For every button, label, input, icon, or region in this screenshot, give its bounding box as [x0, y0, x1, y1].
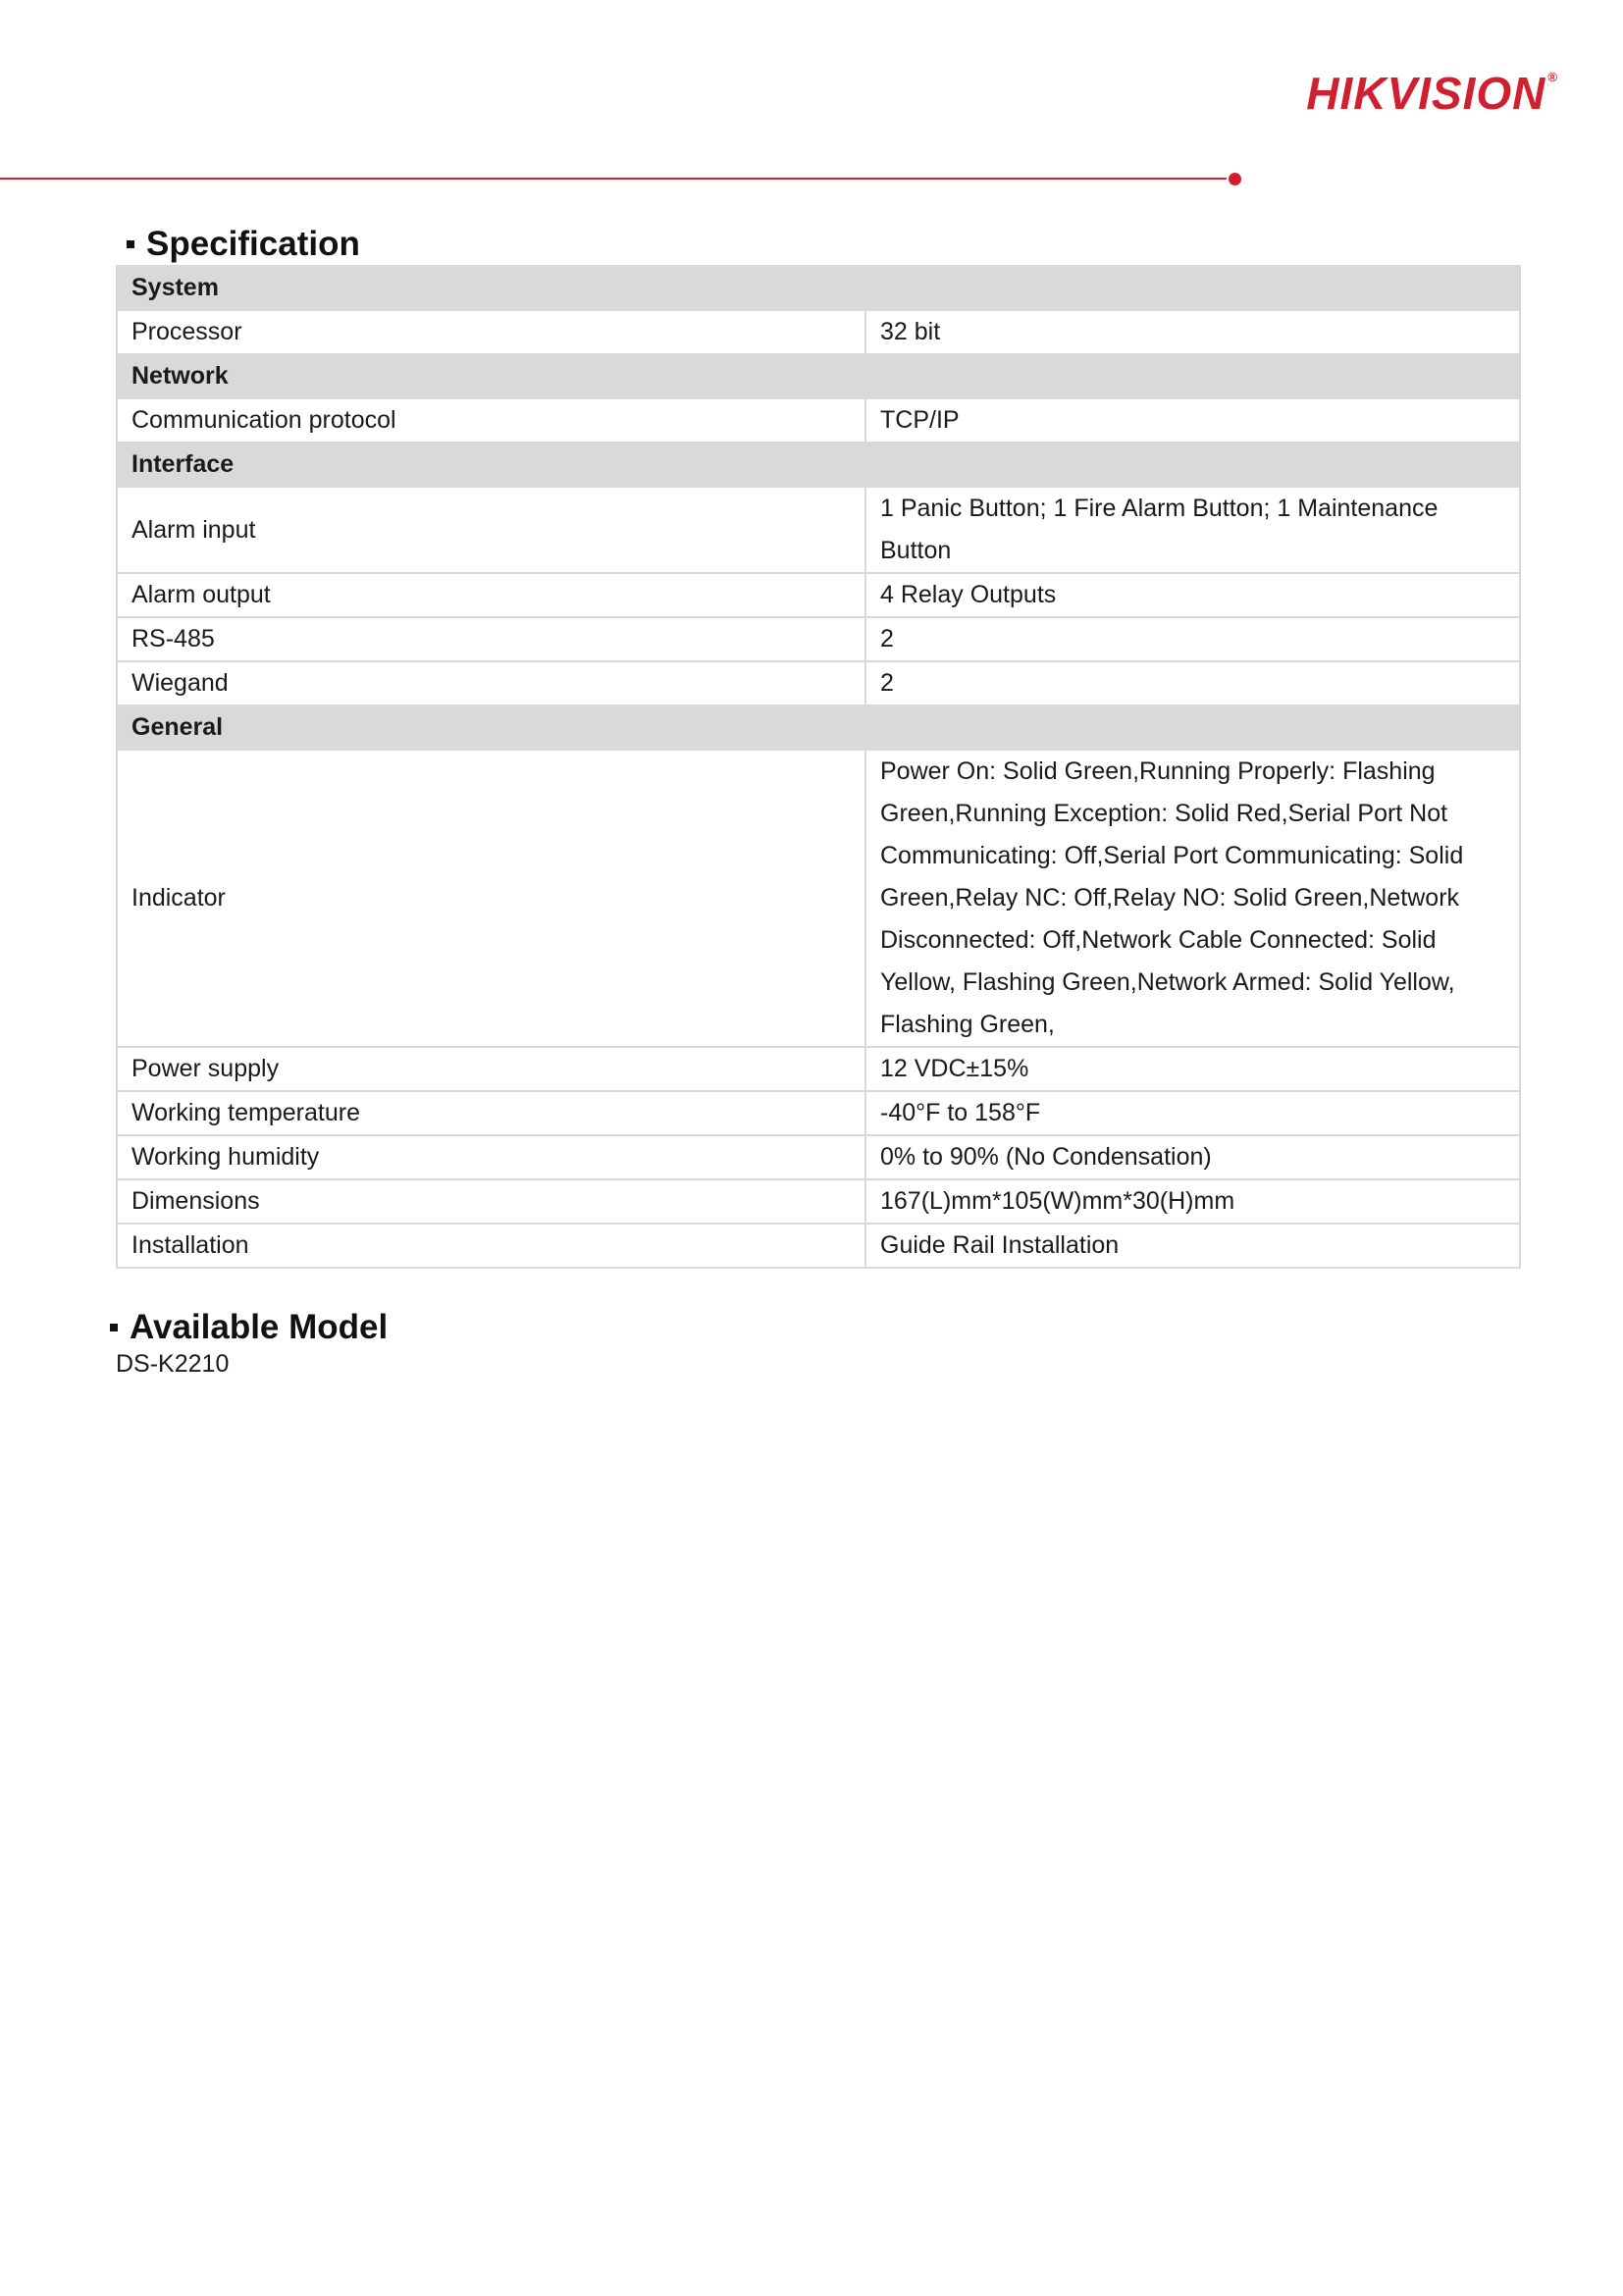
group-label: General: [117, 705, 1520, 750]
available-model-title: Available Model: [130, 1308, 389, 1346]
group-label: System: [117, 266, 1520, 310]
spec-label: Wiegand: [117, 661, 865, 705]
spec-value: 2: [865, 617, 1520, 661]
table-row: [117, 398, 1520, 443]
spec-label: Working humidity: [117, 1135, 865, 1179]
spec-label: Communication protocol: [117, 398, 865, 443]
bullet-square-icon: [110, 1324, 118, 1331]
specification-heading: [127, 227, 360, 261]
bullet-square-icon: [127, 240, 134, 248]
table-row: [117, 1135, 1520, 1179]
table-row: [117, 1091, 1520, 1135]
spec-value: 167(L)mm*105(W)mm*30(H)mm: [865, 1179, 1520, 1224]
spec-value: 32 bit: [865, 310, 1520, 354]
hikvision-logo: [1306, 68, 1558, 119]
group-row-system: [117, 266, 1520, 310]
spec-value: 0% to 90% (No Condensation): [865, 1135, 1520, 1179]
spec-label: Installation: [117, 1224, 865, 1268]
table-row: [117, 1047, 1520, 1091]
table-row: [117, 487, 1520, 573]
spec-value: Guide Rail Installation: [865, 1224, 1520, 1268]
specification-title: Specification: [146, 225, 360, 263]
spec-label: Alarm output: [117, 573, 865, 617]
registered-mark: ®: [1547, 70, 1558, 84]
header-divider: [0, 178, 1227, 180]
table-row: [117, 750, 1520, 1047]
spec-value: 2: [865, 661, 1520, 705]
spec-value: Power On: Solid Green,Running Properly: Flashing Green,Running Exception: Solid Red,Serial Port Not Communicating: Off,Serial Port Communicating: Solid Green,Relay NC: Off,Relay NO: Solid Green,Network Disconnected: Off,Network Cable Connected: Solid Yellow, Flashing Green,Network Armed: Solid Yellow, Flashing Green,: [865, 750, 1520, 1047]
logo-text: HIKVISION: [1306, 68, 1546, 119]
table-row: [117, 661, 1520, 705]
spec-label: Alarm input: [117, 487, 865, 573]
group-row-general: [117, 705, 1520, 750]
group-row-network: [117, 354, 1520, 398]
spec-label: Indicator: [117, 750, 865, 1047]
spec-label: Dimensions: [117, 1179, 865, 1224]
table-row: [117, 617, 1520, 661]
group-row-interface: [117, 443, 1520, 487]
spec-value: 4 Relay Outputs: [865, 573, 1520, 617]
available-model-heading: [110, 1310, 388, 1344]
spec-label: RS-485: [117, 617, 865, 661]
divider-dot: [1229, 173, 1241, 185]
group-label: Network: [117, 354, 1520, 398]
table-row: [117, 573, 1520, 617]
table-row: [117, 1179, 1520, 1224]
table-row: [117, 1224, 1520, 1268]
model-number: DS-K2210: [116, 1350, 230, 1378]
spec-value: 1 Panic Button; 1 Fire Alarm Button; 1 Maintenance Button: [865, 487, 1520, 573]
specification-table: [116, 265, 1521, 1269]
spec-value: 12 VDC±15%: [865, 1047, 1520, 1091]
spec-value: -40°F to 158°F: [865, 1091, 1520, 1135]
spec-label: Working temperature: [117, 1091, 865, 1135]
table-row: [117, 310, 1520, 354]
spec-label: Processor: [117, 310, 865, 354]
spec-label: Power supply: [117, 1047, 865, 1091]
group-label: Interface: [117, 443, 1520, 487]
spec-value: TCP/IP: [865, 398, 1520, 443]
